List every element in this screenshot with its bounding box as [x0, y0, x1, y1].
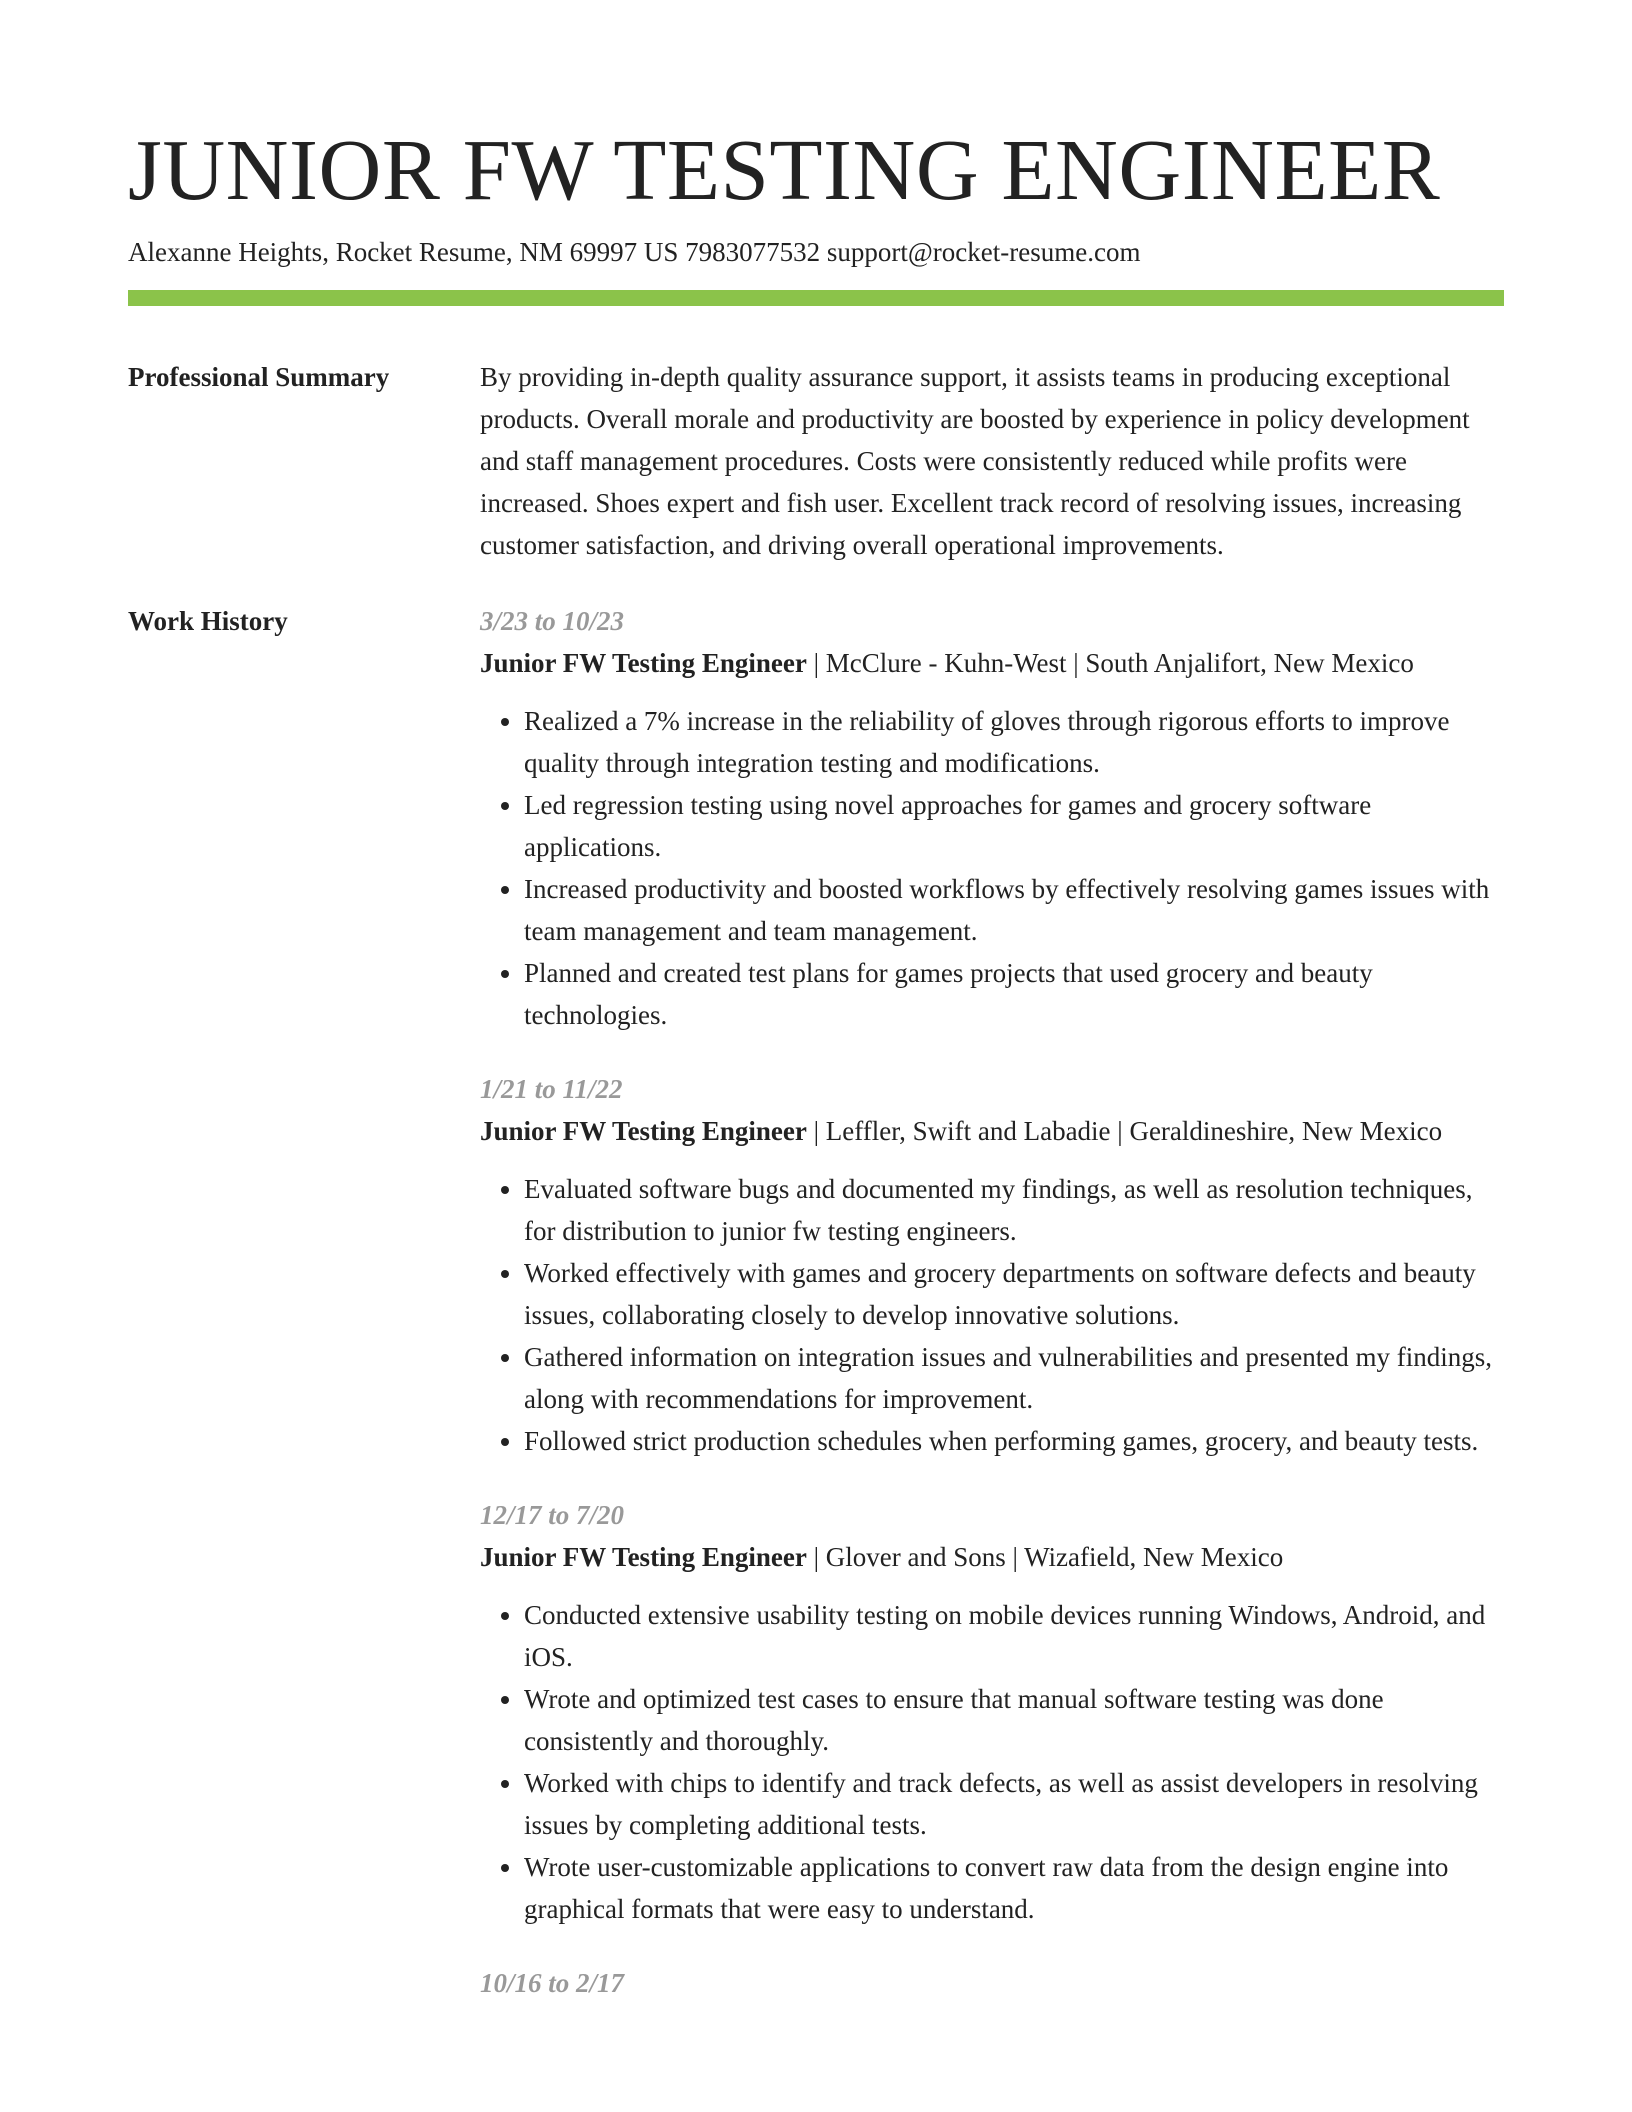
job-bullet: • Evaluated software bugs and documented my findings, as well as resolution techniques, for distribution to junior fw testing engineers.: [524, 1168, 1504, 1252]
job-bullet: • Followed strict production schedules when performing games, grocery, and beauty tests.: [524, 1420, 1504, 1462]
job-details: | Leffler, Swift and Labadie | Geraldineshire, New Mexico: [806, 1116, 1443, 1146]
accent-divider: [128, 290, 1504, 306]
summary-text: By providing in-depth quality assurance support, it assists teams in producing exceptional products. Overall morale and productivity are boosted by experience in policy development and staff management procedures. Costs were consistently reduced while profits were increased. Shoes expert and fish user. Excellent track record of resolving issues, increasing customer satisfaction, and driving overall operational improvements.: [480, 362, 1470, 560]
job-dates: 3/23 to 10/23: [480, 606, 625, 636]
job-header: [480, 642, 1504, 684]
job-bullet: • Realized a 7% increase in the reliability of gloves through rigorous efforts to improve quality through integration testing and modifications.: [524, 700, 1504, 784]
job-header: [480, 1110, 1504, 1152]
job-bullet: • Conducted extensive usability testing on mobile devices running Windows, Android, and iOS.: [524, 1594, 1504, 1678]
job-title: Junior FW Testing Engineer: [480, 1542, 807, 1572]
work-history-list: [480, 600, 1504, 2036]
job-bullet: • Wrote user-customizable applications to convert raw data from the design engine into graphical formats that were easy to understand.: [524, 1846, 1504, 1930]
professional-summary-section: [128, 356, 1504, 566]
job-bullet: • Wrote and optimized test cases to ensure that manual software testing was done consistently and thoroughly.: [524, 1678, 1504, 1762]
job-bullets: [480, 700, 1504, 1036]
contact-line: Alexanne Heights, Rocket Resume, NM 69997 US 7983077532 support@rocket-resume.com: [128, 237, 1141, 267]
job-entry: [480, 1962, 1504, 2004]
resume-name: JUNIOR FW TESTING ENGINEER: [128, 121, 1441, 218]
section-title-summary: Professional Summary: [128, 362, 390, 392]
job-entry: [480, 1494, 1504, 1930]
section-title-work-history: Work History: [128, 606, 288, 636]
job-title: Junior FW Testing Engineer: [480, 648, 807, 678]
job-entry: [480, 1068, 1504, 1462]
job-bullet: • Worked effectively with games and grocery departments on software defects and beauty issues, collaborating closely to develop innovative solutions.: [524, 1252, 1504, 1336]
job-bullet: • Increased productivity and boosted workflows by effectively resolving games issues with team management and team management.: [524, 868, 1504, 952]
job-bullet: • Gathered information on integration issues and vulnerabilities and presented my findings, along with recommendations for improvement.: [524, 1336, 1504, 1420]
job-bullets: [480, 1168, 1504, 1462]
job-dates: 1/21 to 11/22: [480, 1074, 623, 1104]
job-header: [480, 1536, 1504, 1578]
job-details: | McClure - Kuhn-West | South Anjalifort, New Mexico: [806, 648, 1414, 678]
job-entry: [480, 600, 1504, 1036]
job-details: | Glover and Sons | Wizafield, New Mexico: [806, 1542, 1284, 1572]
job-bullets: [480, 1594, 1504, 1930]
work-history-section: [128, 600, 1504, 2036]
job-title: Junior FW Testing Engineer: [480, 1116, 807, 1146]
job-bullet: • Planned and created test plans for games projects that used grocery and beauty technologies.: [524, 952, 1504, 1036]
job-bullet: • Led regression testing using novel approaches for games and grocery software applications.: [524, 784, 1504, 868]
job-dates: 12/17 to 7/20: [480, 1500, 625, 1530]
job-dates: 10/16 to 2/17: [480, 1968, 625, 1998]
job-bullet: • Worked with chips to identify and track defects, as well as assist developers in resolving issues by completing additional tests.: [524, 1762, 1504, 1846]
